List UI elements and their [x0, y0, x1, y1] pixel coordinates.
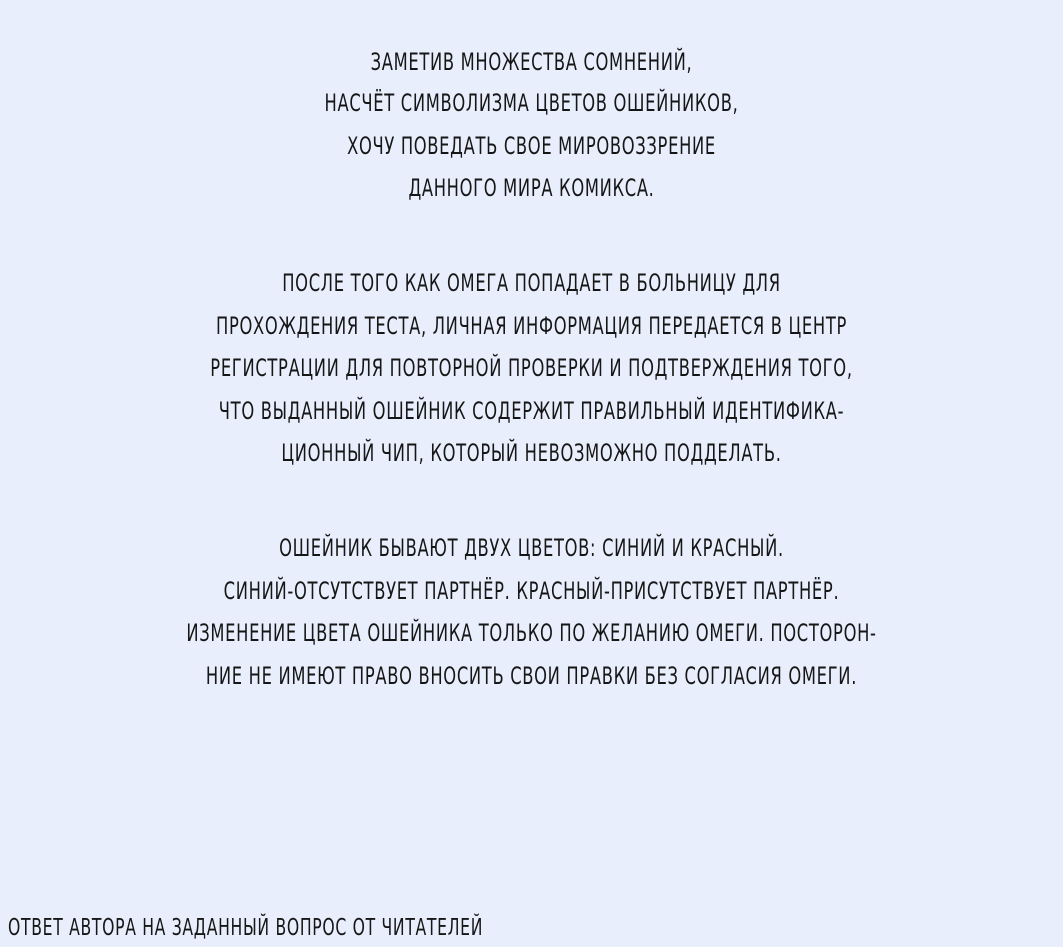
text-line: ОШЕЙНИК БЫВАЮТ ДВУХ ЦВЕТОВ: СИНИЙ И КРАСНЫЙ.	[279, 534, 784, 562]
text-line: ПОСЛЕ ТОГО КАК ОМЕГА ПОПАДАЕТ В БОЛЬНИЦУ ДЛЯ	[282, 269, 781, 297]
footer-caption: ОТВЕТ АВТОРА НА ЗАДАННЫЙ ВОПРОС ОТ ЧИТАТЕЛЕЙ	[8, 915, 484, 941]
text-line: ЗАМЕТИВ МНОЖЕСТВА СОМНЕНИЙ,	[370, 48, 693, 76]
text-line: ПРОХОЖДЕНИЯ ТЕСТА, ЛИЧНАЯ ИНФОРМАЦИЯ ПЕРЕДАЕТСЯ В ЦЕНТР	[215, 312, 848, 340]
text-line: РЕГИСТРАЦИИ ДЛЯ ПОВТОРНОЙ ПРОВЕРКИ И ПОДТВЕРЖДЕНИЯ ТОГО,	[210, 354, 853, 382]
text-line: ХОЧУ ПОВЕДАТЬ СВОЕ МИРОВОЗЗРЕНИЕ	[347, 132, 716, 160]
text-line: ИЗМЕНЕНИЕ ЦВЕТА ОШЕЙНИКА ТОЛЬКО ПО ЖЕЛАНИЮ ОМЕГИ. ПОСТОРОН-	[186, 619, 877, 647]
text-line: СИНИЙ-ОТСУТСТВУЕТ ПАРТНЁР. КРАСНЫЙ-ПРИСУТСТВУЕТ ПАРТНЁР.	[223, 577, 840, 605]
text-line: ДАННОГО МИРА КОМИКСА.	[408, 174, 655, 202]
text-line: ЧТО ВЫДАННЫЙ ОШЕЙНИК СОДЕРЖИТ ПРАВИЛЬНЫЙ ИДЕНТИФИКА-	[218, 397, 845, 425]
text-line: ЦИОННЫЙ ЧИП, КОТОРЫЙ НЕВОЗМОЖНО ПОДДЕЛАТЬ.	[281, 439, 782, 467]
text-line: НИЕ НЕ ИМЕЮТ ПРАВО ВНОСИТЬ СВОИ ПРАВКИ БЕЗ СОГЛАСИЯ ОМЕГИ.	[205, 662, 858, 690]
text-line: НАСЧЁТ СИМВОЛИЗМА ЦВЕТОВ ОШЕЙНИКОВ,	[324, 89, 739, 117]
